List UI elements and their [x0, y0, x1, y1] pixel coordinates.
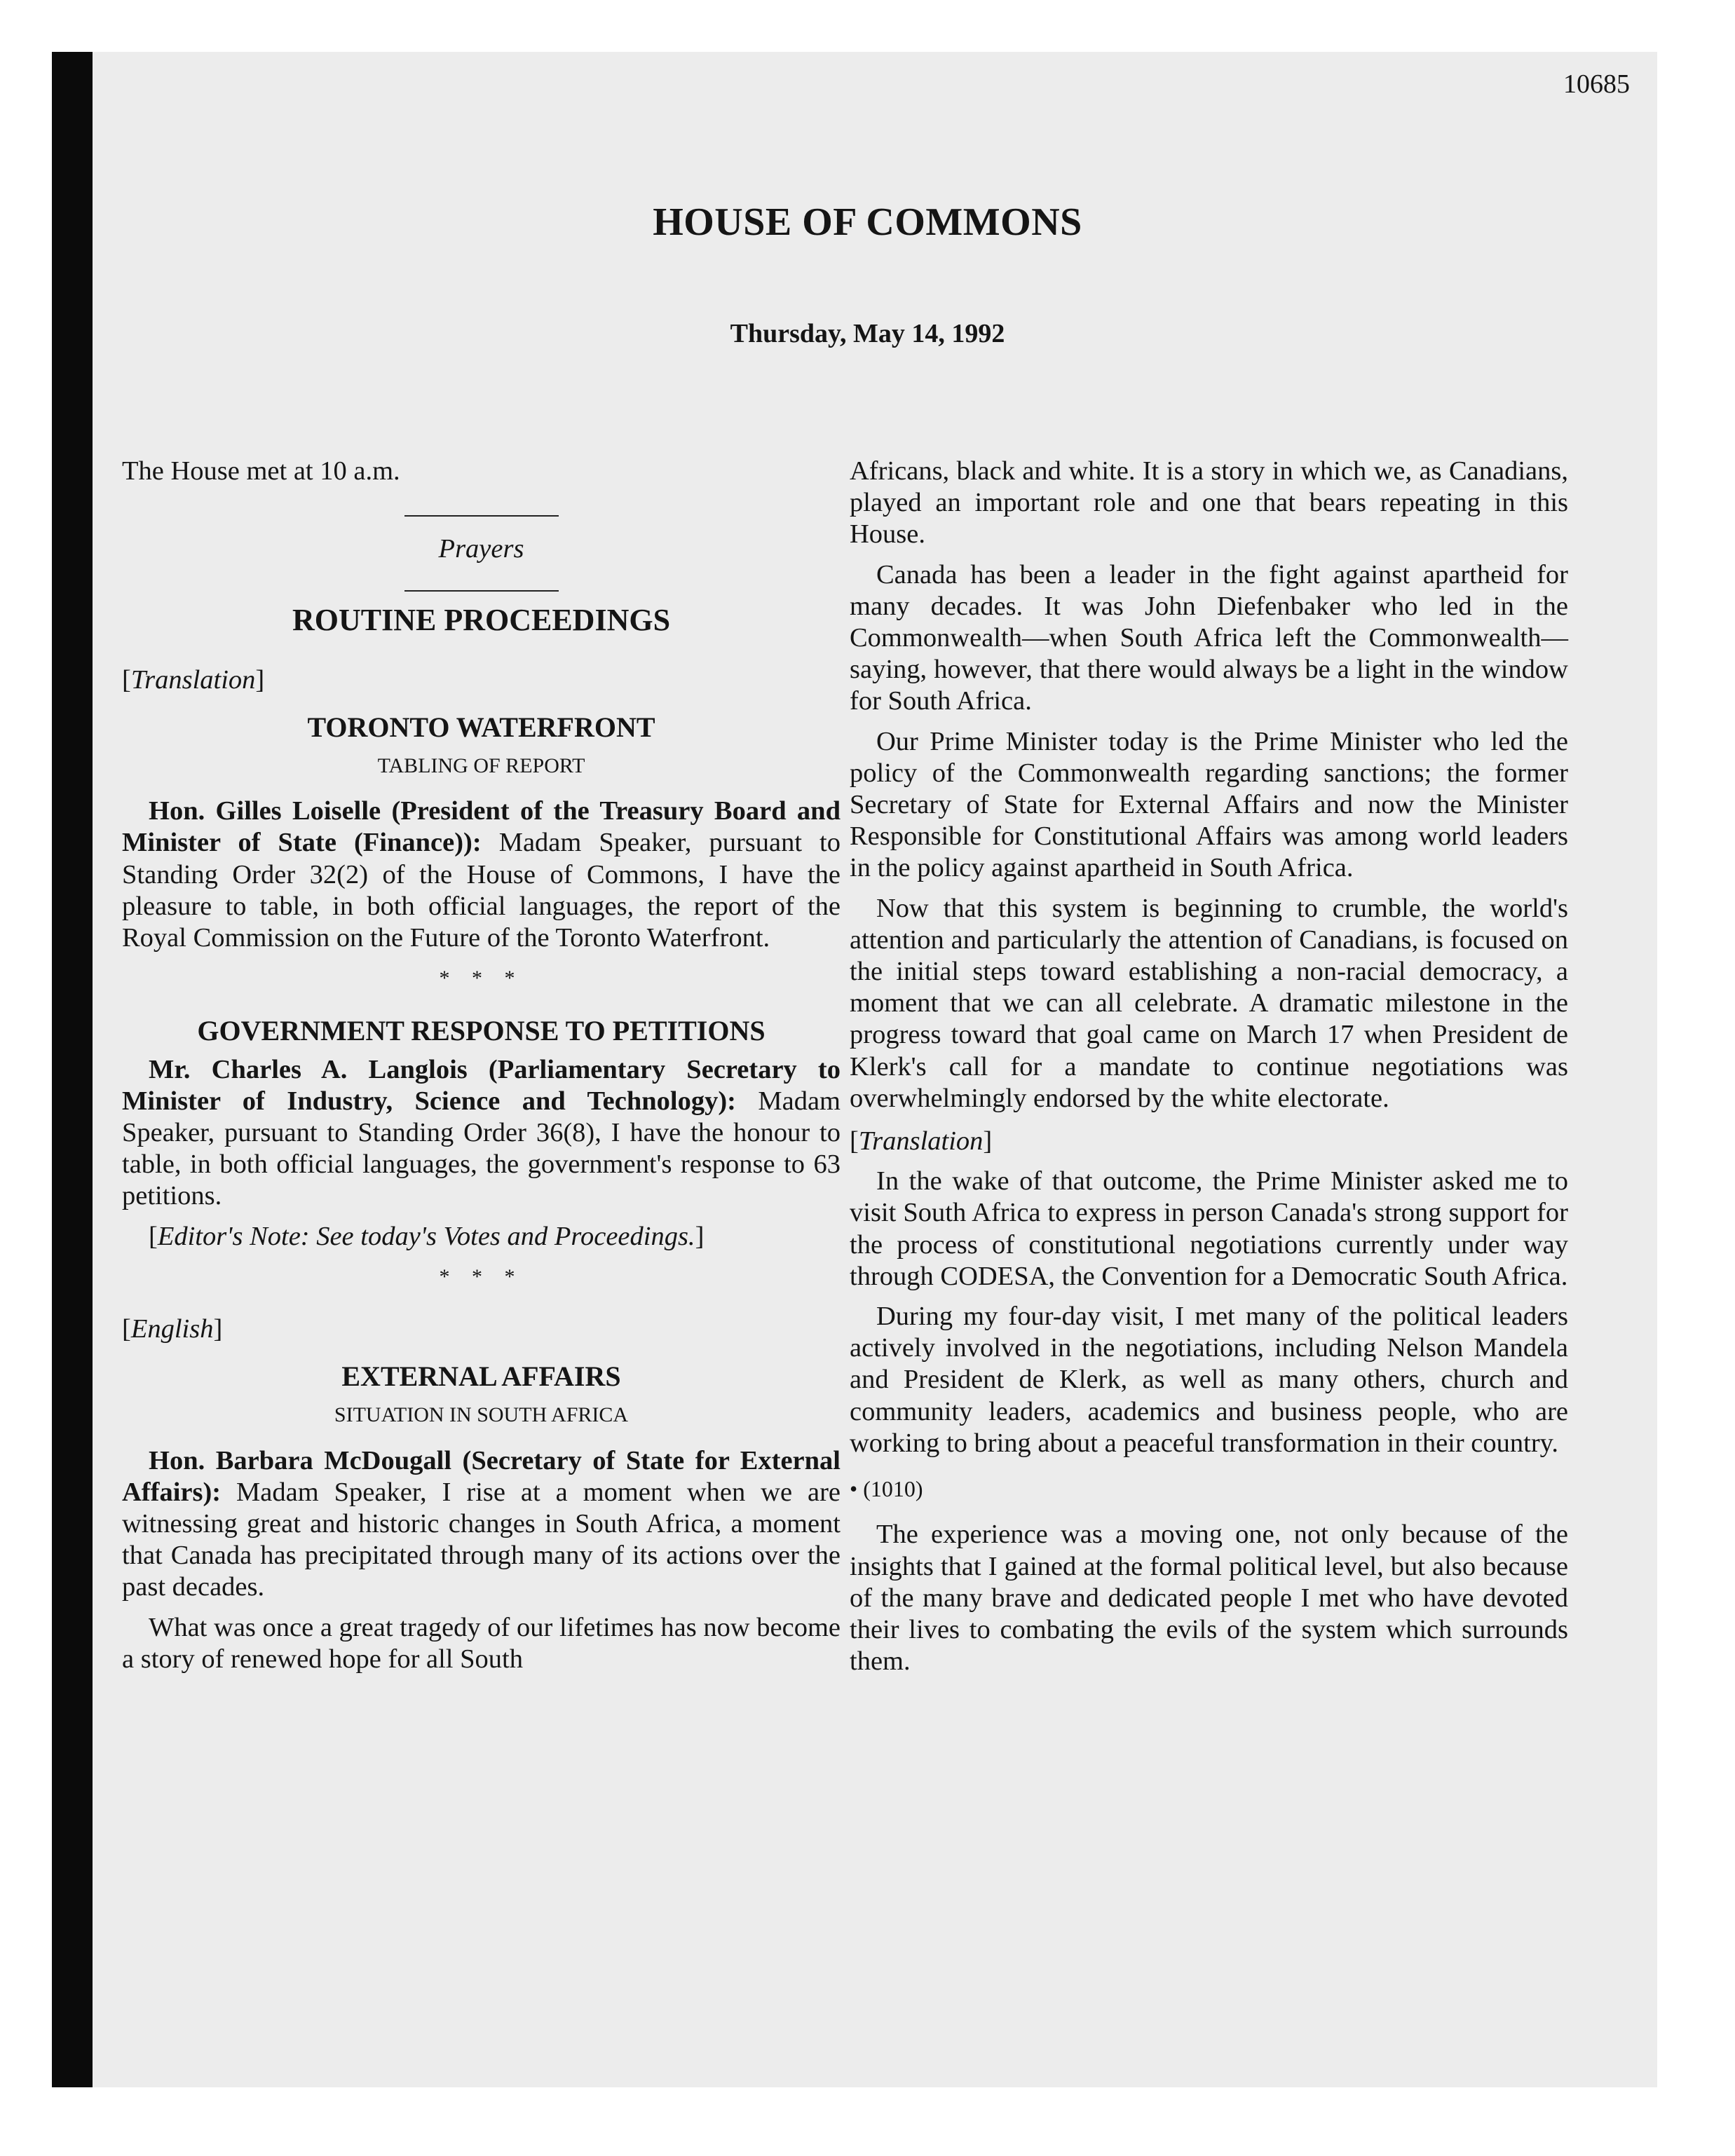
- south-africa-subheading: SITUATION IN SOUTH AFRICA: [334, 1403, 629, 1427]
- speaker-name: Hon. Barbara McDougall (Secretary of State for External Affairs):: [122, 1445, 841, 1507]
- body-paragraph: Canada has been a leader in the fight against apartheid for many decades. It was John Diefenbaker who led in the Commonwealth—when South Africa left the Commonwealth—saying, however, that there would always be a light in the window for South Africa.: [850, 559, 1568, 716]
- tabling-of-report-subheading: TABLING OF REPORT: [377, 754, 585, 778]
- house-met-text: The House met at 10 a.m.: [122, 456, 400, 486]
- section-separator: * * *: [439, 1264, 524, 1288]
- body-paragraph: Africans, black and white. It is a story in which we, as Canadians, played an important role and one that bears repeating in this House.: [850, 456, 1568, 550]
- translation-marker: [Translation]: [122, 664, 265, 695]
- page-number: 10685: [1563, 69, 1630, 99]
- scan-edge-bar: [52, 52, 93, 2087]
- translation-label: Translation: [858, 1126, 984, 1157]
- body-paragraph: In the wake of that outcome, the Prime Minister asked me to visit South Africa to express in person Canada's strong support for the process of constitutional negotiations currently under way through CODESA, the Convention for a Democratic South Africa.: [850, 1166, 1568, 1291]
- prayers-heading: Prayers: [438, 534, 524, 564]
- body-paragraph: Now that this system is beginning to crumble, the world's attention and particularly the attention of Canadians, is focused on the initial steps toward establishing a non-racial democracy, a moment that we can all celebrate. A dramatic milestone in the progress toward that goal came on March 17 when President de Klerk's call for a mandate to continue negotiations was overwhelmingly endorsed by the white electorate.: [850, 893, 1568, 1113]
- toronto-waterfront-heading: TORONTO WATERFRONT: [307, 711, 655, 743]
- left-column: [122, 456, 841, 1684]
- section-separator: * * *: [439, 967, 524, 990]
- langlois-statement: [122, 1054, 841, 1213]
- mcdougall-statement: [122, 1445, 841, 1604]
- english-marker: [English]: [122, 1314, 223, 1344]
- statement-text: Madam Speaker, pursuant to Standing Order 36(8), I have the honour to table, in both official languages, the government's response to 63 petitions.: [122, 1086, 841, 1211]
- page-title: HOUSE OF COMMONS: [653, 200, 1082, 244]
- divider: [404, 515, 559, 517]
- speaker-name: Hon. Gilles Loiselle (President of the Treasury Board and Minister of State (Finance)):: [122, 796, 841, 858]
- body-paragraph: Our Prime Minister today is the Prime Minister who led the policy of the Commonwealth regarding sanctions; the former Secretary of State for External Affairs and now the Minister Responsible for Constitutional Affairs was among world leaders in the policy against apartheid in South Africa.: [850, 726, 1568, 883]
- speaker-name: Mr. Charles A. Langlois (Parliamentary Secretary to Minister of Industry, Science and Technology):: [122, 1054, 841, 1116]
- sitting-date: Thursday, May 14, 1992: [730, 319, 1005, 348]
- statement-text: Madam Speaker, I rise at a moment when we are witnessing great and historic changes in South Africa, a moment that Canada has precipitated through many of its actions over the past decades.: [122, 1477, 841, 1602]
- time-marker: • (1010): [850, 1476, 923, 1502]
- translation-label: Translation: [130, 664, 256, 695]
- statement-text: Madam Speaker, pursuant to Standing Order 32(2) of the House of Commons, I have the pleasure to table, in both official languages, the report of the Royal Commission on the Future of the Toronto Waterfront.: [122, 828, 841, 953]
- body-paragraph: What was once a great tragedy of our lifetimes has now become a story of renewed hope for all South: [122, 1612, 841, 1674]
- house-met-line: [122, 456, 841, 487]
- editor-note-text: Editor's Note: See today's Votes and Proceedings.: [157, 1221, 695, 1251]
- body-paragraph: The experience was a moving one, not only because of the insights that I gained at the formal political level, but also because of the many brave and dedicated people I met who have devoted their lives to combating the evils of the system which surrounds them.: [850, 1520, 1568, 1677]
- right-column: [850, 456, 1568, 1686]
- divider: [404, 590, 559, 592]
- loiselle-statement: [122, 796, 841, 954]
- routine-proceedings-heading: ROUTINE PROCEEDINGS: [292, 603, 671, 638]
- petitions-heading: GOVERNMENT RESPONSE TO PETITIONS: [197, 1015, 766, 1047]
- body-paragraph: During my four-day visit, I met many of the political leaders actively involved in the negotiations, including Nelson Mandela and President de Klerk, as well as many others, church and community leaders, academics and business people, who are working to bring about a peaceful transformation in their country.: [850, 1302, 1568, 1458]
- external-affairs-heading: EXTERNAL AFFAIRS: [341, 1360, 621, 1393]
- editor-note: [Editor's Note: See today's Votes and Proceedings.]: [149, 1221, 705, 1251]
- english-label: English: [130, 1314, 214, 1344]
- translation-marker: [Translation]: [850, 1126, 993, 1157]
